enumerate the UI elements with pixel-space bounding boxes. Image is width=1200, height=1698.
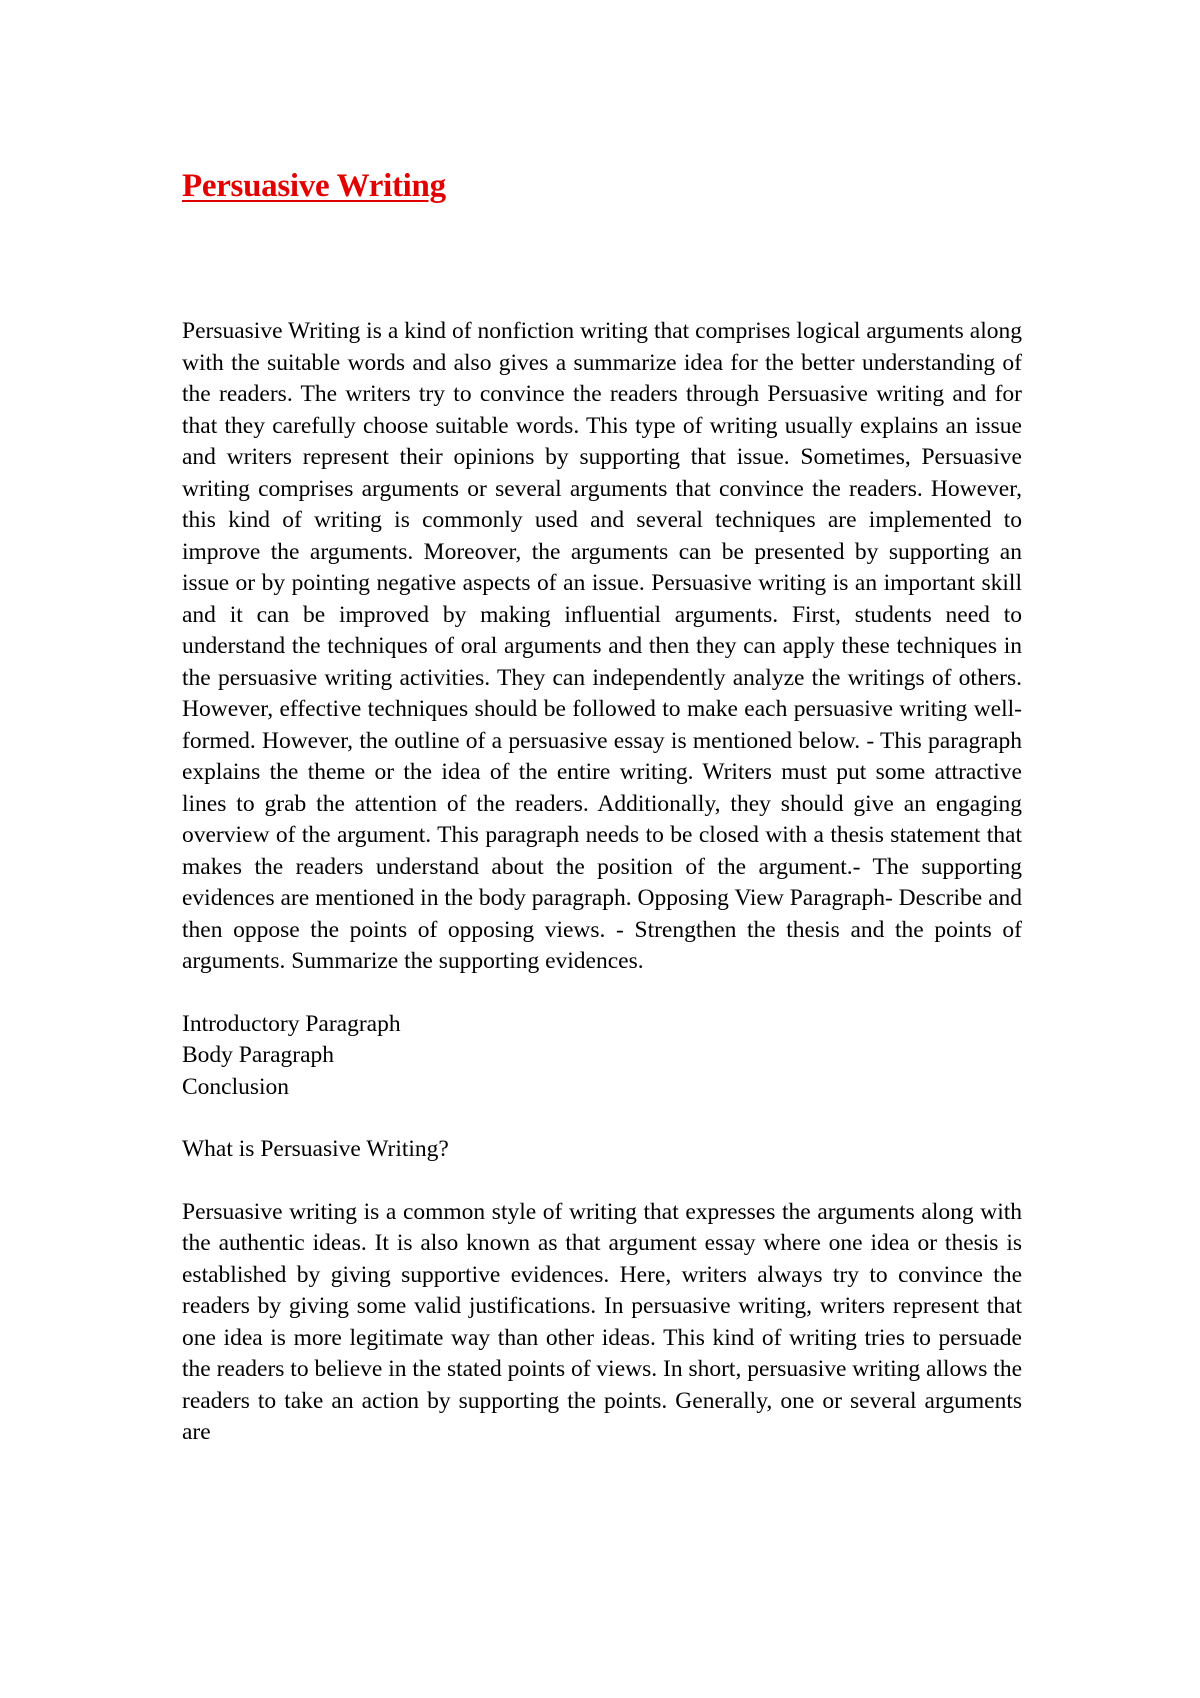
document-body: [182, 166, 1022, 1449]
page-title: Persuasive Writing: [182, 168, 446, 204]
outline-item-conclusion: Conclusion: [182, 1073, 290, 1100]
definition-paragraph: Persuasive writing is a common style of writing that expresses the arguments along with the authentic ideas. It is also known as that argument essay where one idea or thesis is established by giving supportive evidences. Here, writers always try to convince the readers by giving some valid justifications. In persuasive writing, writers represent that one idea is more legitimate way than other ideas. This kind of writing tries to persuade the readers to believe in the stated points of views. In short, persuasive writing allows the readers to take an action by supporting the points. Generally, one or several arguments are: [182, 1198, 1022, 1445]
section-question: What is Persuasive Writing?: [182, 1136, 449, 1162]
intro-paragraph: Persuasive Writing is a kind of nonfiction writing that comprises logical arguments along with the suitable words and also gives a summarize idea for the better understanding of the readers. The writers try to convince the readers through Persuasive writing and for that they carefully choose suitable words. This type of writing usually explains an issue and writers represent their opinions by supporting that issue. Sometimes, Persuasive writing comprises arguments or several arguments that convince the readers. However, this kind of writing is commonly used and several techniques are implemented to improve the arguments. Moreover, the arguments can be presented by supporting an issue or by pointing negative aspects of an issue. Persuasive writing is an important skill and it can be improved by making influential arguments. First, students need to understand the techniques of oral arguments and then they can apply these techniques in the persuasive writing activities. They can independently analyze the writings of others. However, effective techniques should be followed to make each persuasive writing well-formed. However, the outline of a persuasive essay is mentioned below. - This paragraph explains the theme or the idea of the entire writing. Writers must put some attractive lines to grab the attention of the readers. Additionally, they should give an engaging overview of the argument. This paragraph needs to be closed with a thesis statement that makes the readers understand about the position of the argument.- The supporting evidences are mentioned in the body paragraph. Opposing View Paragraph- Describe and then oppose the points of opposing views. - Strengthen the thesis and the points of arguments. Summarize the supporting evidences.: [182, 318, 1022, 974]
outline-item-body-paragraph: Body Paragraph: [182, 1042, 335, 1068]
outline-item-introductory-paragraph: Introductory Paragraph: [182, 1010, 401, 1037]
outline-list: [182, 1009, 1022, 1104]
